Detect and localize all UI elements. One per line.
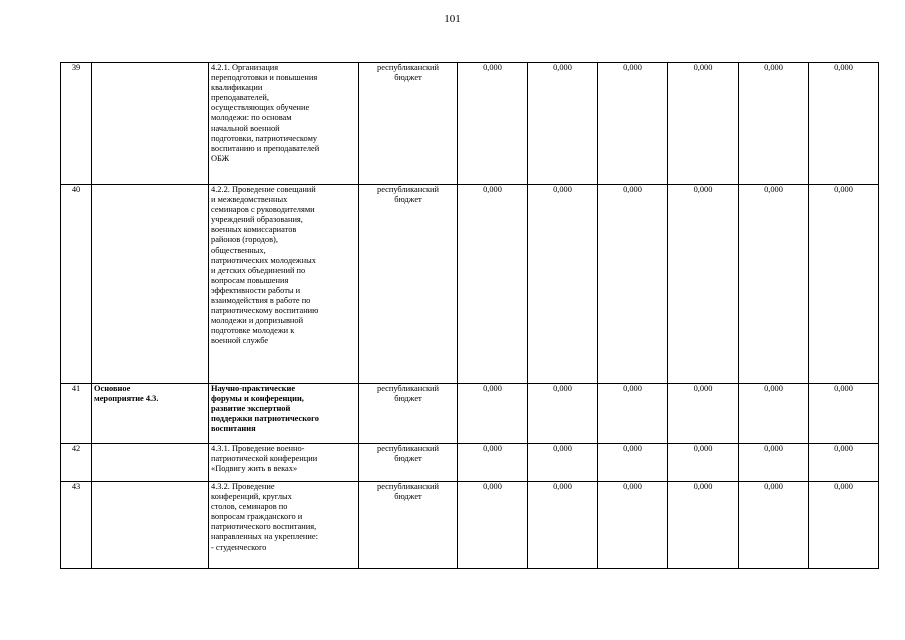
description-line: 4.3.1. Проведение военно- xyxy=(211,444,305,453)
amount-cell: 0,000 xyxy=(598,185,668,384)
amount-cell: 0,000 xyxy=(598,444,668,482)
activity-description xyxy=(209,384,359,444)
amount-cell: 0,000 xyxy=(458,185,528,384)
description-line: «Подвигу жить в веках» xyxy=(211,464,298,474)
amount-cell: 0,000 xyxy=(598,384,668,444)
funding-source xyxy=(359,444,458,482)
funding-source xyxy=(359,185,458,384)
description-line: форумы и конференции, xyxy=(211,394,304,404)
amount-cell: 0,000 xyxy=(458,63,528,185)
amount-cell: 0,000 xyxy=(809,482,879,569)
table-row xyxy=(61,482,879,569)
funding-source-line: республиканский xyxy=(377,185,439,194)
activity-description xyxy=(209,63,359,185)
funding-source xyxy=(359,63,458,185)
description-line: вопросам повышения xyxy=(211,275,289,285)
description-line: преподавателей, xyxy=(211,93,269,103)
amount-cell: 0,000 xyxy=(739,444,809,482)
amount-cell: 0,000 xyxy=(668,384,739,444)
funding-source xyxy=(359,482,458,569)
description-line: взаимодействия в работе по xyxy=(211,296,311,306)
section-cell xyxy=(92,185,209,384)
amount-cell: 0,000 xyxy=(739,384,809,444)
description-line: патриотическому воспитанию xyxy=(211,306,319,316)
row-number: 39 xyxy=(61,63,92,185)
description-line: патриотических молодежных xyxy=(211,255,316,265)
section-cell xyxy=(92,444,209,482)
description-line: вопросам гражданского и xyxy=(211,512,303,522)
description-line: развитие экспертной xyxy=(211,404,291,414)
amount-cell: 0,000 xyxy=(528,384,598,444)
description-line: 4.2.1. Организация xyxy=(211,63,279,72)
activity-description xyxy=(209,444,359,482)
row-number: 43 xyxy=(61,482,92,569)
description-line: молодежи: по основам xyxy=(211,113,292,123)
row-number: 40 xyxy=(61,185,92,384)
description-line: квалификации xyxy=(211,83,263,93)
amount-cell: 0,000 xyxy=(809,444,879,482)
description-line: учреждений образования, xyxy=(211,215,303,225)
description-line: переподготовки и повышения xyxy=(211,73,318,83)
description-line: Научно-практические xyxy=(211,384,296,393)
funding-source-line: республиканский xyxy=(377,482,439,491)
amount-cell: 0,000 xyxy=(668,444,739,482)
description-line: ОБЖ xyxy=(211,153,230,163)
amount-cell: 0,000 xyxy=(458,482,528,569)
funding-source xyxy=(359,384,458,444)
funding-source-line: республиканский xyxy=(377,63,439,72)
amount-cell: 0,000 xyxy=(668,185,739,384)
description-line: патриотического воспитания, xyxy=(211,522,317,532)
description-line: и межведомственных xyxy=(211,195,288,205)
amount-cell: 0,000 xyxy=(739,482,809,569)
table-row xyxy=(61,63,879,185)
amount-cell: 0,000 xyxy=(809,185,879,384)
funding-source-line: бюджет xyxy=(394,73,422,83)
amount-cell: 0,000 xyxy=(528,63,598,185)
description-line: 4.3.2. Проведение xyxy=(211,482,275,491)
description-line: воспитания xyxy=(211,424,256,434)
funding-source-line: республиканский xyxy=(377,384,439,393)
table-row xyxy=(61,384,879,444)
activity-description xyxy=(209,185,359,384)
description-line: общественных, xyxy=(211,245,266,255)
table-row xyxy=(61,444,879,482)
table-row xyxy=(61,185,879,384)
section-cell xyxy=(92,482,209,569)
amount-cell: 0,000 xyxy=(528,185,598,384)
page-number: 101 xyxy=(444,13,461,25)
description-line: осуществляющих обучение xyxy=(211,103,310,113)
description-line: подготовке молодежи к xyxy=(211,326,295,336)
row-number: 42 xyxy=(61,444,92,482)
description-line: патриотической конференции xyxy=(211,454,318,464)
section-cell xyxy=(92,63,209,185)
budget-table xyxy=(60,62,879,569)
description-line: столов, семинаров по xyxy=(211,502,288,512)
description-line: - студенческого xyxy=(211,542,267,552)
amount-cell: 0,000 xyxy=(598,482,668,569)
description-line: эффективности работы и xyxy=(211,285,301,295)
row-number: 41 xyxy=(61,384,92,444)
description-line: молодежи и допризывной xyxy=(211,316,304,326)
description-line: подготовки, патриотическому xyxy=(211,133,318,143)
amount-cell: 0,000 xyxy=(809,63,879,185)
amount-cell: 0,000 xyxy=(739,185,809,384)
amount-cell: 0,000 xyxy=(668,63,739,185)
description-line: поддержки патриотического xyxy=(211,414,319,424)
description-line: военных комиссариатов xyxy=(211,225,297,235)
description-line: семинаров с руководителями xyxy=(211,205,315,215)
amount-cell: 0,000 xyxy=(528,444,598,482)
amount-cell: 0,000 xyxy=(528,482,598,569)
description-line: военной службе xyxy=(211,336,269,346)
funding-source-line: бюджет xyxy=(394,394,422,404)
amount-cell: 0,000 xyxy=(458,444,528,482)
description-line: направленных на укрепление: xyxy=(211,532,318,542)
section-line: Основное xyxy=(94,384,131,393)
section-cell xyxy=(92,384,209,444)
funding-source-line: бюджет xyxy=(394,454,422,464)
amount-cell: 0,000 xyxy=(809,384,879,444)
funding-source-line: бюджет xyxy=(394,195,422,205)
funding-source-line: республиканский xyxy=(377,444,439,453)
description-line: районов (городов), xyxy=(211,235,278,245)
amount-cell: 0,000 xyxy=(739,63,809,185)
description-line: 4.2.2. Проведение совещаний xyxy=(211,185,316,194)
funding-source-line: бюджет xyxy=(394,492,422,502)
activity-description xyxy=(209,482,359,569)
amount-cell: 0,000 xyxy=(598,63,668,185)
description-line: начальной военной xyxy=(211,123,280,133)
amount-cell: 0,000 xyxy=(668,482,739,569)
section-line: мероприятие 4.3. xyxy=(94,394,159,404)
description-line: конференций, круглых xyxy=(211,492,292,502)
amount-cell: 0,000 xyxy=(458,384,528,444)
description-line: и детских объединений по xyxy=(211,265,306,275)
description-line: воспитанию и преподавателей xyxy=(211,143,320,153)
